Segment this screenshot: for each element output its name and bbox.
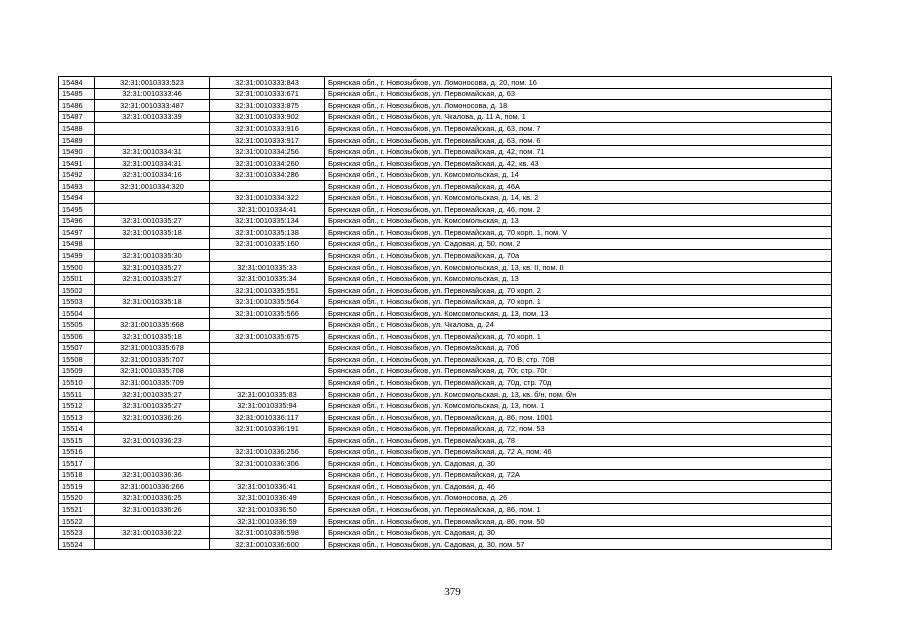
old-cadastral-number-cell: 32:31:0010333:523 <box>95 77 210 89</box>
new-cadastral-number-cell <box>210 319 325 331</box>
row-number-cell: 15499 <box>59 250 95 262</box>
address-cell: Брянская обл., г. Новозыбков, ул. Первомайская, д. 78 <box>325 434 832 446</box>
new-cadastral-number-cell: 32:31:0010336:256 <box>210 446 325 458</box>
old-cadastral-number-cell: 32:31:0010334:16 <box>95 169 210 181</box>
old-cadastral-number-cell <box>95 515 210 527</box>
table-row <box>59 77 832 89</box>
address-cell: Брянская обл., г. Новозыбков, ул. Первомайская, д. 46А <box>325 180 832 192</box>
old-cadastral-number-cell <box>95 204 210 216</box>
row-number-cell: 15508 <box>59 354 95 366</box>
old-cadastral-number-cell: 32:31:0010334:31 <box>95 146 210 158</box>
old-cadastral-number-cell: 32:31:0010333:487 <box>95 100 210 112</box>
address-cell: Брянская обл., г. Новозыбков, ул. Первомайская, д. 70 корп. 2 <box>325 284 832 296</box>
old-cadastral-number-cell: 32:31:0010333:39 <box>95 111 210 123</box>
table-row <box>59 204 832 216</box>
old-cadastral-number-cell <box>95 423 210 435</box>
old-cadastral-number-cell: 32:31:0010335:708 <box>95 365 210 377</box>
row-number-cell: 15522 <box>59 515 95 527</box>
old-cadastral-number-cell: 32:31:0010335:27 <box>95 273 210 285</box>
address-cell: Брянская обл., г. Новозыбков, ул. Ломоносова, д. 26 <box>325 492 832 504</box>
new-cadastral-number-cell: 32:31:0010336:600 <box>210 538 325 550</box>
table-row <box>59 284 832 296</box>
old-cadastral-number-cell: 32:31:0010335:18 <box>95 331 210 343</box>
new-cadastral-number-cell: 32:31:0010335:160 <box>210 238 325 250</box>
address-cell: Брянская обл., г. Новозыбков, ул. Первомайская, д. 70а <box>325 250 832 262</box>
address-cell: Брянская обл., г. Новозыбков, ул. Чкалова, д. 24 <box>325 319 832 331</box>
row-number-cell: 15490 <box>59 146 95 158</box>
table-row <box>59 411 832 423</box>
address-cell: Брянская обл., г. Новозыбков, ул. Чкалова, д. 11 А, пом. 1 <box>325 111 832 123</box>
old-cadastral-number-cell: 32:31:0010335:27 <box>95 400 210 412</box>
new-cadastral-number-cell <box>210 342 325 354</box>
address-cell: Брянская обл., г. Новозыбков, ул. Первомайская, д. 46, пом. 2 <box>325 204 832 216</box>
new-cadastral-number-cell: 32:31:0010334:256 <box>210 146 325 158</box>
new-cadastral-number-cell <box>210 250 325 262</box>
row-number-cell: 15507 <box>59 342 95 354</box>
row-number-cell: 15513 <box>59 411 95 423</box>
table-row <box>59 481 832 493</box>
table-row <box>59 458 832 470</box>
address-cell: Брянская обл., г. Новозыбков, ул. Садовая, д. 30 <box>325 458 832 470</box>
row-number-cell: 15523 <box>59 527 95 539</box>
row-number-cell: 15493 <box>59 180 95 192</box>
table-row <box>59 319 832 331</box>
row-number-cell: 15503 <box>59 296 95 308</box>
row-number-cell: 15502 <box>59 284 95 296</box>
row-number-cell: 15496 <box>59 215 95 227</box>
address-cell: Брянская обл., г. Новозыбков, ул. Первомайская, д. 70 корп. 1 <box>325 331 832 343</box>
old-cadastral-number-cell <box>95 238 210 250</box>
new-cadastral-number-cell <box>210 354 325 366</box>
address-cell: Брянская обл., г. Новозыбков, ул. Первомайская, д. 70 корп. 1 <box>325 296 832 308</box>
address-cell: Брянская обл., г. Новозыбков, ул. Комсомольская, д. 14 <box>325 169 832 181</box>
row-number-cell: 15501 <box>59 273 95 285</box>
new-cadastral-number-cell: 32:31:0010333:671 <box>210 88 325 100</box>
new-cadastral-number-cell: 32:31:0010334:41 <box>210 204 325 216</box>
row-number-cell: 15517 <box>59 458 95 470</box>
table-row <box>59 169 832 181</box>
table-row <box>59 400 832 412</box>
new-cadastral-number-cell <box>210 377 325 389</box>
new-cadastral-number-cell: 32:31:0010333:916 <box>210 123 325 135</box>
old-cadastral-number-cell: 32:31:0010336:36 <box>95 469 210 481</box>
new-cadastral-number-cell <box>210 434 325 446</box>
address-cell: Брянская обл., г. Новозыбков, ул. Первомайская, д. 72А <box>325 469 832 481</box>
new-cadastral-number-cell: 32:31:0010335:566 <box>210 307 325 319</box>
address-cell: Брянская обл., г. Новозыбков, ул. Первомайская, д. 72, пом. 53 <box>325 423 832 435</box>
address-cell: Брянская обл., г. Новозыбков, ул. Комсомольская, д. 13 <box>325 215 832 227</box>
old-cadastral-number-cell <box>95 192 210 204</box>
new-cadastral-number-cell: 32:31:0010335:138 <box>210 227 325 239</box>
address-cell: Брянская обл., г. Новозыбков, ул. Комсомольская, д. 14, кв. 2 <box>325 192 832 204</box>
address-cell: Брянская обл., г. Новозыбков, ул. Первомайская, д. 63, пом. 6 <box>325 134 832 146</box>
table-row <box>59 100 832 112</box>
row-number-cell: 15487 <box>59 111 95 123</box>
new-cadastral-number-cell: 32:31:0010336:50 <box>210 504 325 516</box>
address-cell: Брянская обл., г. Новозыбков, ул. Комсомольская, д. 13 <box>325 273 832 285</box>
table-row <box>59 111 832 123</box>
row-number-cell: 15500 <box>59 261 95 273</box>
old-cadastral-number-cell <box>95 134 210 146</box>
new-cadastral-number-cell: 32:31:0010336:117 <box>210 411 325 423</box>
address-cell: Брянская обл., г. Новозыбков, ул. Ломоносова, д. 18 <box>325 100 832 112</box>
table-row <box>59 354 832 366</box>
address-cell: Брянская обл., г. Новозыбков, ул. Садовая, д. 46 <box>325 481 832 493</box>
address-cell: Брянская обл., г. Новозыбков, ул. Ломоносова, д. 20, пом. 16 <box>325 77 832 89</box>
new-cadastral-number-cell: 32:31:0010333:902 <box>210 111 325 123</box>
new-cadastral-number-cell: 32:31:0010336:49 <box>210 492 325 504</box>
row-number-cell: 15505 <box>59 319 95 331</box>
old-cadastral-number-cell: 32:31:0010333:46 <box>95 88 210 100</box>
new-cadastral-number-cell: 32:31:0010335:134 <box>210 215 325 227</box>
row-number-cell: 15497 <box>59 227 95 239</box>
table-row <box>59 88 832 100</box>
old-cadastral-number-cell: 32:31:0010336:266 <box>95 481 210 493</box>
table-row <box>59 307 832 319</box>
table-row <box>59 504 832 516</box>
row-number-cell: 15484 <box>59 77 95 89</box>
new-cadastral-number-cell: 32:31:0010335:83 <box>210 388 325 400</box>
table-row <box>59 365 832 377</box>
address-cell: Брянская обл., г. Новозыбков, ул. Садовая, д. 30, пом. 57 <box>325 538 832 550</box>
new-cadastral-number-cell <box>210 365 325 377</box>
address-cell: Брянская обл., г. Новозыбков, ул. Первомайская, д. 70 корп. 1, пом. V <box>325 227 832 239</box>
table-row <box>59 157 832 169</box>
new-cadastral-number-cell: 32:31:0010335:34 <box>210 273 325 285</box>
old-cadastral-number-cell <box>95 538 210 550</box>
row-number-cell: 15494 <box>59 192 95 204</box>
new-cadastral-number-cell: 32:31:0010333:843 <box>210 77 325 89</box>
new-cadastral-number-cell: 32:31:0010333:917 <box>210 134 325 146</box>
old-cadastral-number-cell: 32:31:0010336:26 <box>95 411 210 423</box>
address-cell: Брянская обл., г. Новозыбков, ул. Первомайская, д. 70г, стр. 70г <box>325 365 832 377</box>
row-number-cell: 15521 <box>59 504 95 516</box>
table-row <box>59 388 832 400</box>
old-cadastral-number-cell: 32:31:0010335:709 <box>95 377 210 389</box>
row-number-cell: 15492 <box>59 169 95 181</box>
old-cadastral-number-cell <box>95 284 210 296</box>
new-cadastral-number-cell: 32:31:0010336:306 <box>210 458 325 470</box>
table-row <box>59 446 832 458</box>
address-cell: Брянская обл., г. Новозыбков, ул. Первомайская, д. 70 В, стр. 70В <box>325 354 832 366</box>
row-number-cell: 15498 <box>59 238 95 250</box>
old-cadastral-number-cell: 32:31:0010334:320 <box>95 180 210 192</box>
new-cadastral-number-cell: 32:31:0010335:94 <box>210 400 325 412</box>
table-body <box>59 77 832 550</box>
old-cadastral-number-cell <box>95 307 210 319</box>
row-number-cell: 15488 <box>59 123 95 135</box>
table-row <box>59 180 832 192</box>
address-cell: Брянская обл., г. Новозыбков, ул. Первомайская, д. 72 А, пом. 46 <box>325 446 832 458</box>
table-row <box>59 377 832 389</box>
cadastral-registry-table <box>58 76 832 550</box>
new-cadastral-number-cell: 32:31:0010336:191 <box>210 423 325 435</box>
old-cadastral-number-cell: 32:31:0010336:22 <box>95 527 210 539</box>
old-cadastral-number-cell <box>95 123 210 135</box>
new-cadastral-number-cell: 32:31:0010334:286 <box>210 169 325 181</box>
address-cell: Брянская обл., г. Новозыбков, ул. Первомайская, д. 42, кв. 43 <box>325 157 832 169</box>
row-number-cell: 15510 <box>59 377 95 389</box>
row-number-cell: 15506 <box>59 331 95 343</box>
table-row <box>59 296 832 308</box>
table-row <box>59 261 832 273</box>
page-number: 379 <box>444 586 461 598</box>
old-cadastral-number-cell: 32:31:0010335:27 <box>95 261 210 273</box>
table-row <box>59 538 832 550</box>
address-cell: Брянская обл., г. Новозыбков, ул. Комсомольская, д. 13, пом. 1 <box>325 400 832 412</box>
row-number-cell: 15485 <box>59 88 95 100</box>
row-number-cell: 15524 <box>59 538 95 550</box>
address-cell: Брянская обл., г. Новозыбков, ул. Первомайская, д. 63, пом. 7 <box>325 123 832 135</box>
old-cadastral-number-cell: 32:31:0010335:27 <box>95 215 210 227</box>
address-cell: Брянская обл., г. Новозыбков, ул. Первомайская, д. 86, пом. 1001 <box>325 411 832 423</box>
row-number-cell: 15520 <box>59 492 95 504</box>
address-cell: Брянская обл., г. Новозыбков, ул. Комсомольская, д. 13, кв. II, пом. II <box>325 261 832 273</box>
new-cadastral-number-cell <box>210 469 325 481</box>
row-number-cell: 15486 <box>59 100 95 112</box>
table-row <box>59 342 832 354</box>
new-cadastral-number-cell: 32:31:0010334:322 <box>210 192 325 204</box>
old-cadastral-number-cell <box>95 446 210 458</box>
old-cadastral-number-cell: 32:31:0010336:26 <box>95 504 210 516</box>
address-cell: Брянская обл., г. Новозыбков, ул. Первомайская, д. 70б <box>325 342 832 354</box>
row-number-cell: 15491 <box>59 157 95 169</box>
row-number-cell: 15489 <box>59 134 95 146</box>
old-cadastral-number-cell: 32:31:0010335:668 <box>95 319 210 331</box>
old-cadastral-number-cell: 32:31:0010335:678 <box>95 342 210 354</box>
address-cell: Брянская обл., г. Новозыбков, ул. Первомайская, д. 86, пом. 50 <box>325 515 832 527</box>
new-cadastral-number-cell: 32:31:0010336:598 <box>210 527 325 539</box>
address-cell: Брянская обл., г. Новозыбков, ул. Садовая, д. 30 <box>325 527 832 539</box>
old-cadastral-number-cell: 32:31:0010335:30 <box>95 250 210 262</box>
table-row <box>59 238 832 250</box>
old-cadastral-number-cell: 32:31:0010336:23 <box>95 434 210 446</box>
new-cadastral-number-cell: 32:31:0010336:59 <box>210 515 325 527</box>
row-number-cell: 15512 <box>59 400 95 412</box>
address-cell: Брянская обл., г. Новозыбков, ул. Комсомольская, д. 13, пом. 13 <box>325 307 832 319</box>
row-number-cell: 15515 <box>59 434 95 446</box>
table-row <box>59 423 832 435</box>
address-cell: Брянская обл., г. Новозыбков, ул. Первомайская, д. 63 <box>325 88 832 100</box>
table-row <box>59 515 832 527</box>
new-cadastral-number-cell: 32:31:0010335:564 <box>210 296 325 308</box>
new-cadastral-number-cell: 32:31:0010335:33 <box>210 261 325 273</box>
old-cadastral-number-cell <box>95 458 210 470</box>
table-row <box>59 134 832 146</box>
new-cadastral-number-cell: 32:31:0010335:551 <box>210 284 325 296</box>
old-cadastral-number-cell: 32:31:0010335:707 <box>95 354 210 366</box>
row-number-cell: 15514 <box>59 423 95 435</box>
table-row <box>59 492 832 504</box>
new-cadastral-number-cell: 32:31:0010334:260 <box>210 157 325 169</box>
old-cadastral-number-cell: 32:31:0010335:27 <box>95 388 210 400</box>
row-number-cell: 15495 <box>59 204 95 216</box>
row-number-cell: 15518 <box>59 469 95 481</box>
table-row <box>59 250 832 262</box>
table-row <box>59 192 832 204</box>
table-row <box>59 469 832 481</box>
old-cadastral-number-cell: 32:31:0010335:18 <box>95 227 210 239</box>
table-row <box>59 123 832 135</box>
table-row <box>59 273 832 285</box>
address-cell: Брянская обл., г. Новозыбков, ул. Первомайская, д. 42, пом. 71 <box>325 146 832 158</box>
row-number-cell: 15509 <box>59 365 95 377</box>
row-number-cell: 15519 <box>59 481 95 493</box>
old-cadastral-number-cell: 32:31:0010334:31 <box>95 157 210 169</box>
new-cadastral-number-cell: 32:31:0010335:675 <box>210 331 325 343</box>
table-row <box>59 331 832 343</box>
new-cadastral-number-cell <box>210 180 325 192</box>
address-cell: Брянская обл., г. Новозыбков, ул. Комсомольская, д. 13, кв. б/н, пом. б/н <box>325 388 832 400</box>
row-number-cell: 15504 <box>59 307 95 319</box>
new-cadastral-number-cell: 32:31:0010336:41 <box>210 481 325 493</box>
new-cadastral-number-cell: 32:31:0010333:875 <box>210 100 325 112</box>
old-cadastral-number-cell: 32:31:0010335:18 <box>95 296 210 308</box>
table-row <box>59 227 832 239</box>
address-cell: Брянская обл., г. Новозыбков, ул. Садовая, д. 50, пом. 2 <box>325 238 832 250</box>
table-row <box>59 527 832 539</box>
old-cadastral-number-cell: 32:31:0010336:25 <box>95 492 210 504</box>
row-number-cell: 15511 <box>59 388 95 400</box>
table-row <box>59 146 832 158</box>
row-number-cell: 15516 <box>59 446 95 458</box>
address-cell: Брянская обл., г. Новозыбков, ул. Первомайская, д. 86, пом. 1 <box>325 504 832 516</box>
table-row <box>59 434 832 446</box>
table-row <box>59 215 832 227</box>
address-cell: Брянская обл., г. Новозыбков, ул. Первомайская, д. 70д, стр. 70д <box>325 377 832 389</box>
